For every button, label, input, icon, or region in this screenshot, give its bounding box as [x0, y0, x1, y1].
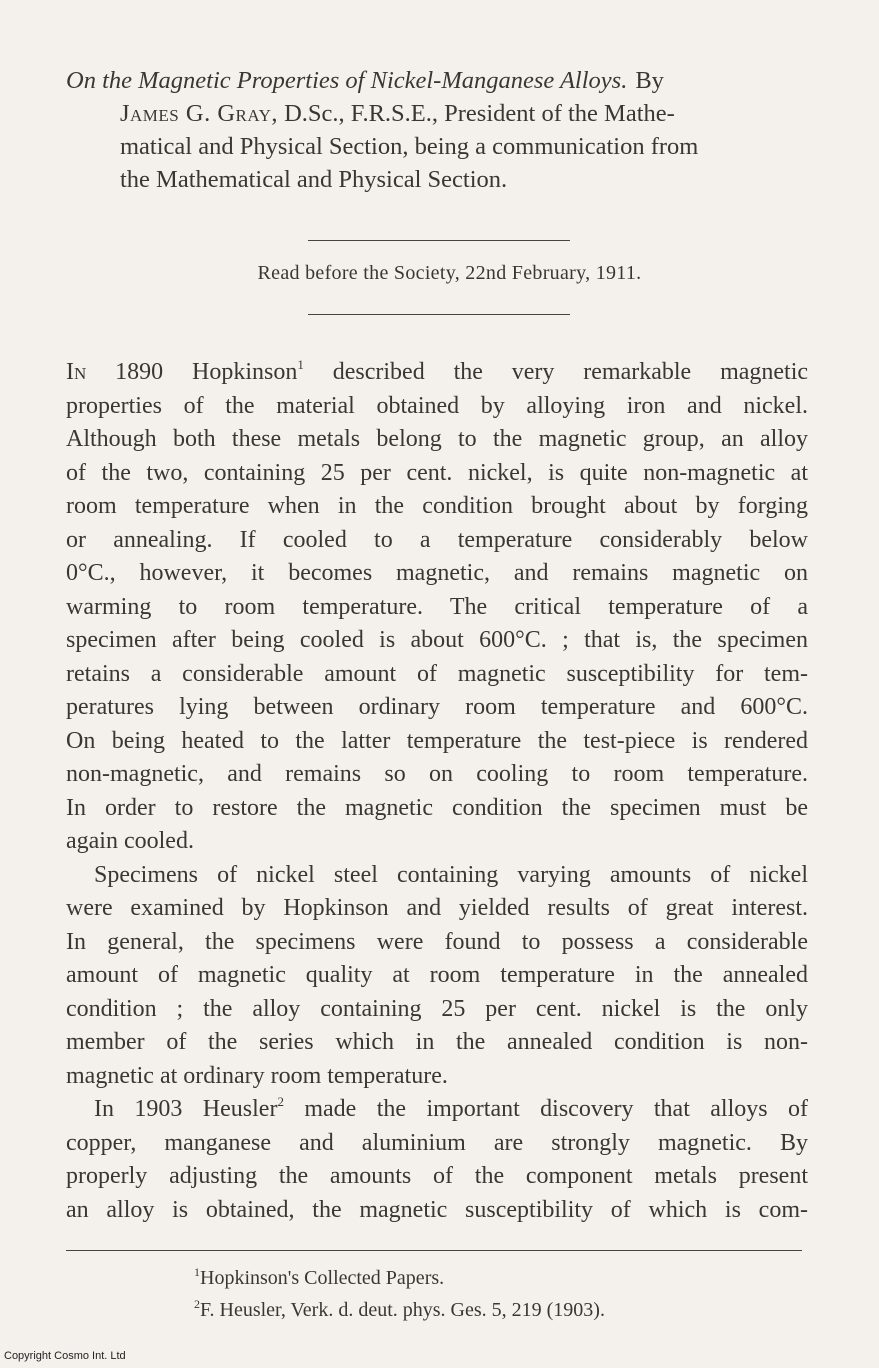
paragraph-2-line: member of the series which in the annealed condition is non- — [66, 1029, 808, 1055]
paragraph-1-line: properties of the material obtained by alloying iron and nickel. — [66, 392, 808, 419]
paragraph-1-line: again cooled. — [66, 828, 194, 854]
paragraph-2-line: In general, the specimens were found to possess a considerable — [66, 928, 808, 955]
paragraph-2-line: amount of magnetic quality at room temperature in the annealed — [66, 962, 808, 988]
paragraph-3-line: properly adjusting the amounts of the component metals present — [66, 1163, 808, 1189]
title-line-4: the Mathematical and Physical Section. — [120, 166, 508, 193]
footnotes — [66, 1262, 808, 1326]
article-title — [66, 64, 826, 196]
copyright-watermark: Copyright Cosmo Int. Ltd — [4, 1350, 126, 1362]
paragraph-1-line — [66, 356, 808, 390]
paragraph-2-line: were examined by Hopkinson and yielded results of great interest. — [66, 895, 808, 921]
title-italic: On the Magnetic Properties of Nickel-Manganese Alloys. — [66, 67, 628, 94]
footnote-2 — [66, 1294, 808, 1326]
paragraph-1-text: described the very remarkable magnetic — [332, 359, 809, 385]
footnote-1-text: Hopkinson's Collected Papers. — [200, 1267, 445, 1289]
paragraph-2-line: condition ; the alloy containing 25 per cent. nickel is the only — [66, 995, 808, 1022]
paragraph-3-line: copper, manganese and aluminium are strongly magnetic. By — [66, 1129, 808, 1156]
footnote-2-text: F. Heusler, Verk. d. deut. phys. Ges. 5, 219 (1903). — [200, 1299, 605, 1321]
paragraph-3-text: In 1903 Heusler — [94, 1096, 278, 1122]
title-line-3: matical and Physical Section, being a communication from — [120, 133, 699, 160]
paragraph-3-line — [66, 1093, 808, 1127]
paragraph-1-line: warming to room temperature. The critical temperature of a — [66, 593, 808, 620]
paragraph-1-line: of the two, containing 25 per cent. nickel, is quite non-magnetic at — [66, 459, 808, 486]
title-by: By — [635, 67, 664, 94]
paragraph-1-line: 0°C., however, it becomes magnetic, and remains magnetic on — [66, 560, 808, 586]
paragraph-1-line: room temperature when in the condition brought about by forging — [66, 493, 808, 519]
paragraph-1-text: 1890 Hopkinson — [115, 359, 298, 385]
footnote-ref-1: 1 — [297, 357, 304, 372]
paragraph-1-line: retains a considerable amount of magnetic susceptibility for tem- — [66, 660, 808, 687]
divider-top — [308, 240, 570, 241]
footnote-1 — [66, 1262, 808, 1294]
paragraph-2-line: Specimens of nickel steel containing varying amounts of nickel — [94, 861, 808, 888]
paragraph-1-line: non-magnetic, and remains so on cooling to room temperature. — [66, 761, 808, 787]
paragraph-1-line: In order to restore the magnetic condition the specimen must be — [66, 794, 808, 821]
paragraph-1-lead: In — [66, 359, 87, 385]
paragraph-1-line: Although both these metals belong to the magnetic group, an alloy — [66, 426, 808, 452]
paragraph-1-line: peratures lying between ordinary room temperature and 600°C. — [66, 694, 808, 720]
paragraph-1-line: specimen after being cooled is about 600°C. ; that is, the specimen — [66, 627, 808, 653]
footnote-2-mark: 2 — [194, 1297, 200, 1311]
body-text — [66, 356, 808, 1227]
paragraph-2-line: magnetic at ordinary room temperature. — [66, 1062, 448, 1089]
footnote-1-mark: 1 — [194, 1265, 200, 1279]
paragraph-3-line: an alloy is obtained, the magnetic susceptibility of which is com- — [66, 1196, 808, 1223]
footnote-ref-2: 2 — [277, 1094, 284, 1109]
author-name: James G. Gray, — [120, 100, 278, 127]
paragraph-1-line: or annealing. If cooled to a temperature considerably below — [66, 526, 808, 553]
footnote-divider — [66, 1250, 802, 1251]
author-credentials: D.Sc., F.R.S.E., President of the Mathe- — [284, 100, 675, 127]
paragraph-3-text: made the important discovery that alloys of — [304, 1096, 808, 1122]
divider-bottom — [308, 314, 570, 315]
read-before-line: Read before the Society, 22nd February, 1911. — [257, 262, 642, 284]
paragraph-1-line: On being heated to the latter temperature the test-piece is rendered — [66, 727, 808, 754]
